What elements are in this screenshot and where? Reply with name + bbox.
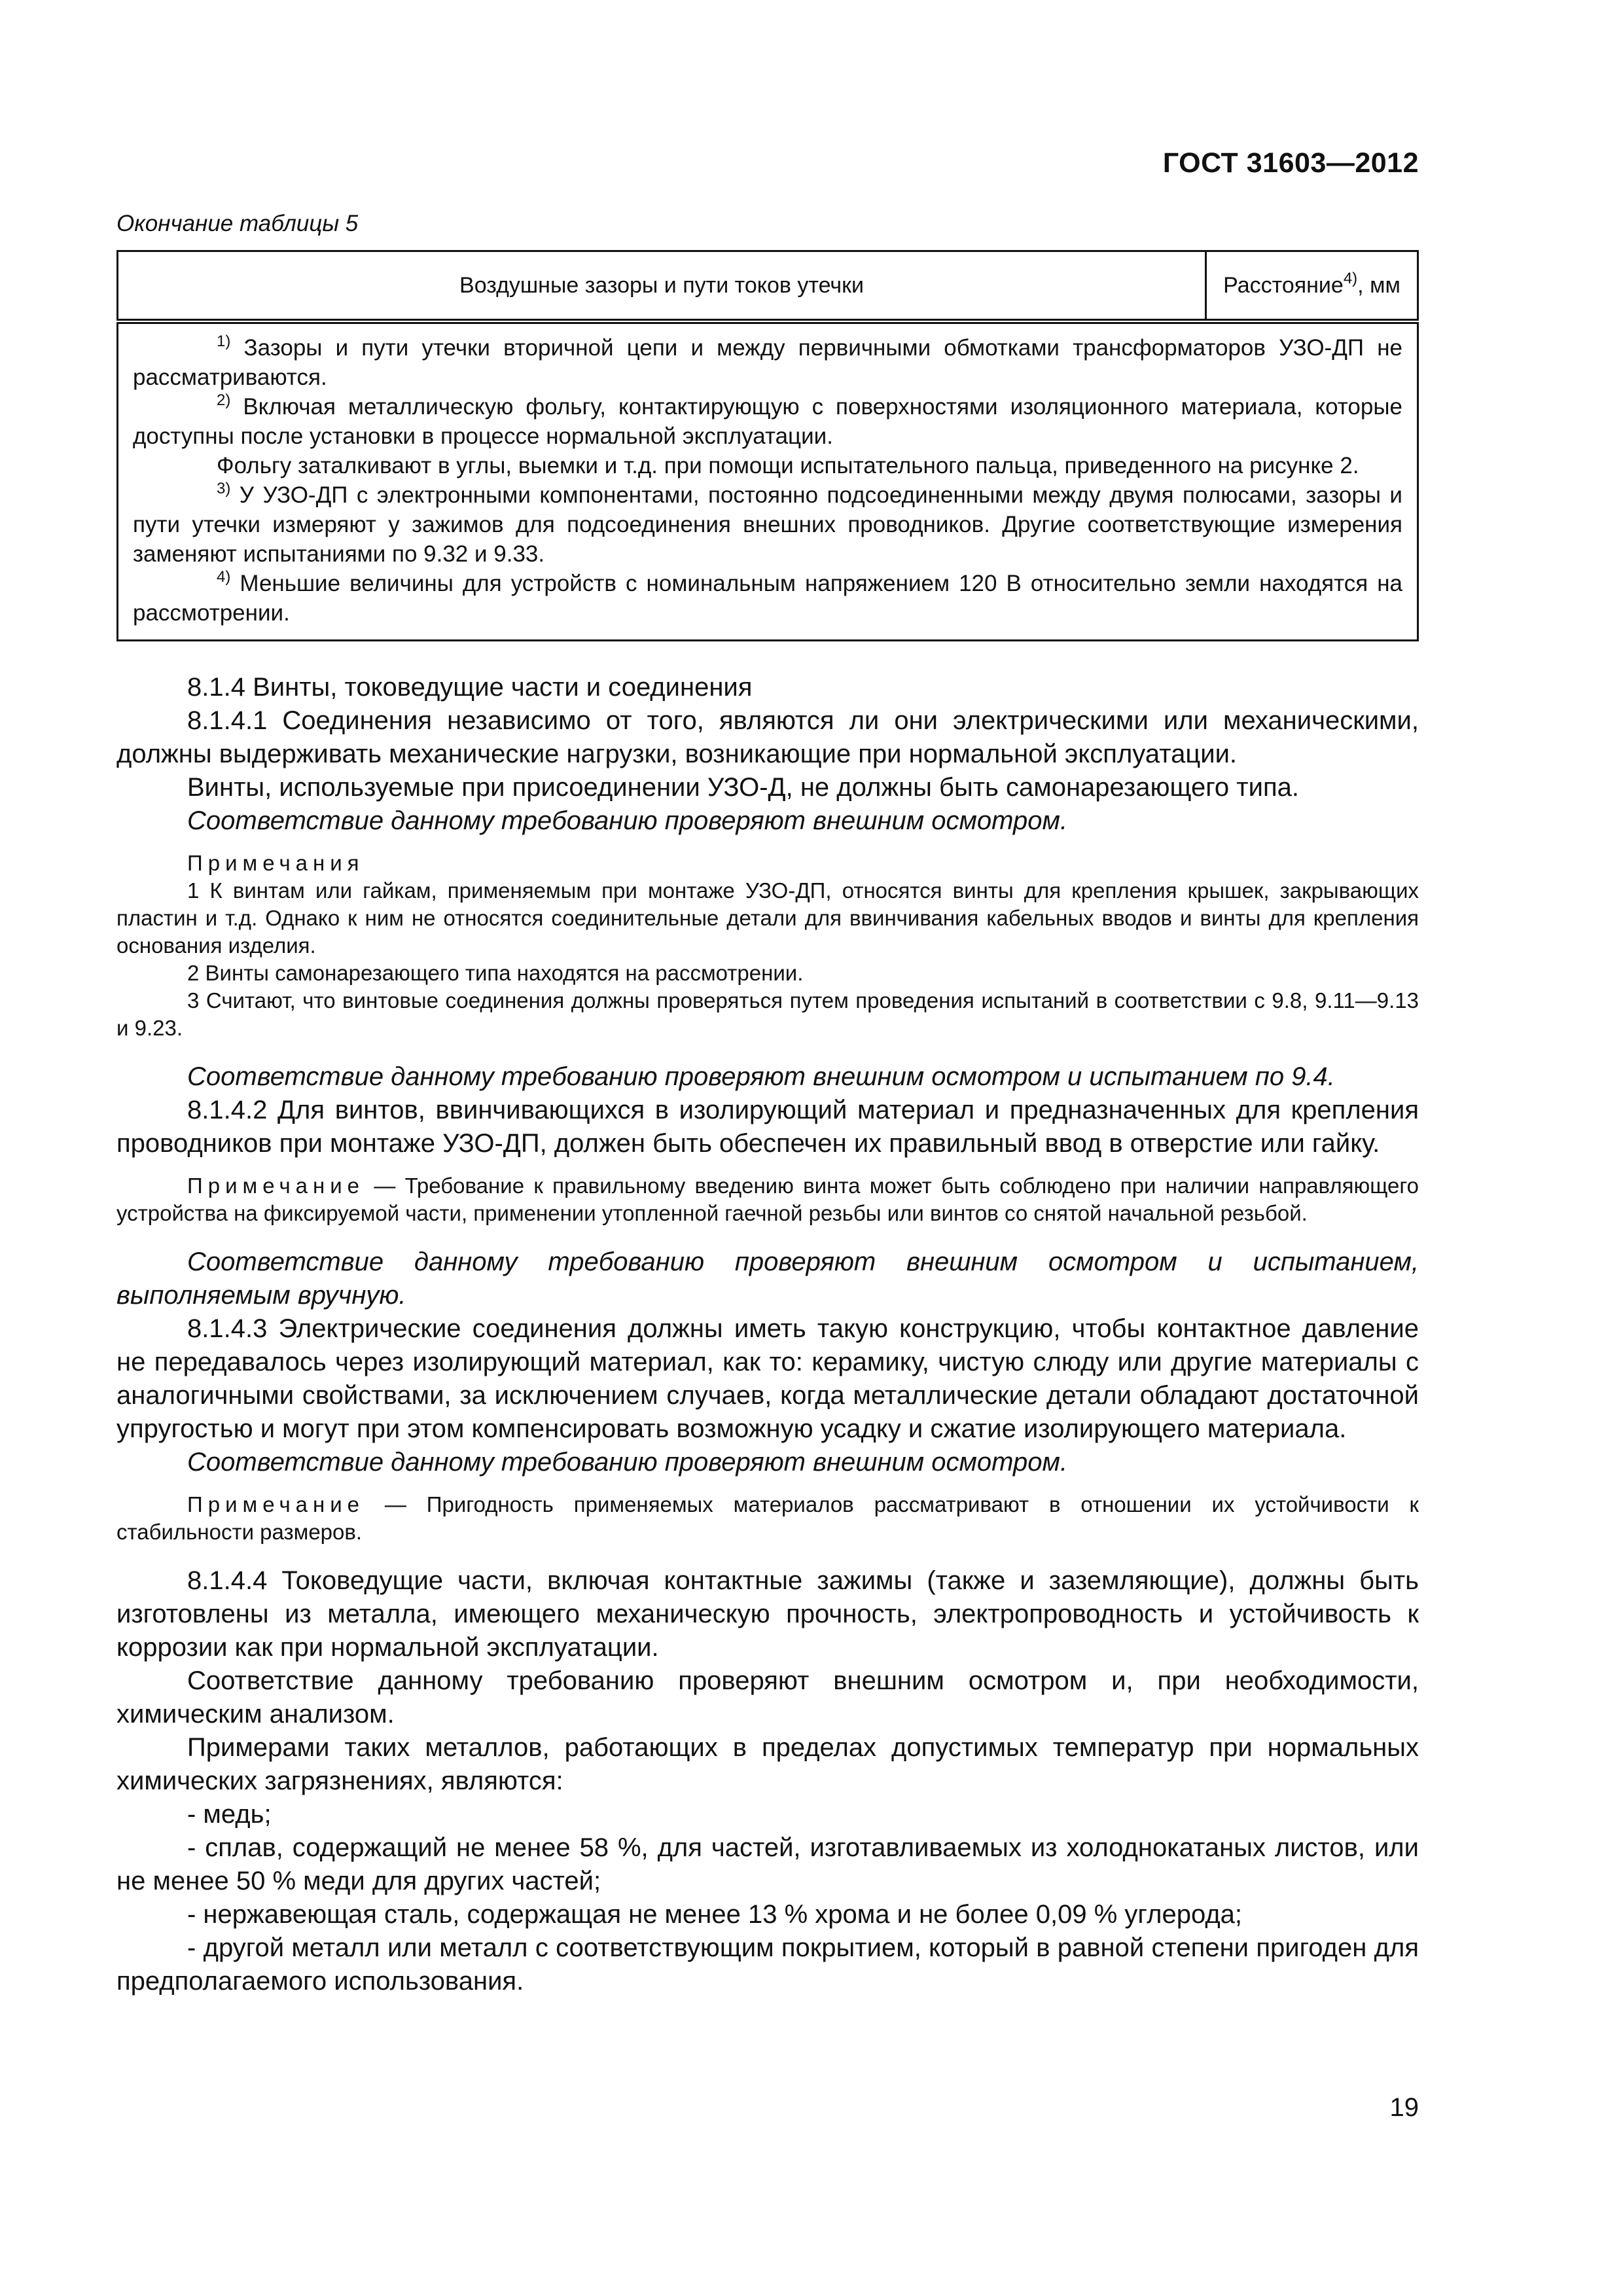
- paragraph-8-1-4-4: 8.1.4.4 Токоведущие части, включая контактные зажимы (также и заземляющие), должны быть изготовлены из металла, имеющего механическую прочность, электропроводность и устойчивость к коррозии как при нормальной эксплуатации.: [116, 1566, 1419, 1662]
- table-footnote: $^{4)}$ Меньшие величины для устройств с номинальным напряжением 120 В относительно земли находятся на рассмотрении.: [133, 568, 1402, 626]
- paragraph-8-1-4-2: 8.1.4.2 Для винтов, ввинчивающихся в изолирующий материал и предназначенных для крепления проводников при монтаже УЗО-ДП, должен быть обеспечен их правильный ввод в отверстие или гайку.: [116, 1096, 1419, 1158]
- paragraph-screws: Винты, используемые при присоединении УЗО-Д, не должны быть самонарезающего типа.: [187, 773, 1299, 802]
- list-item: - другой металл или металл с соответствующим покрытием, который в равной степени пригоден для предполагаемого использования.: [116, 1933, 1419, 1996]
- note-1: 1 К винтам или гайкам, применяемым при монтаже УЗО-ДП, относятся винты для крепления крышек, закрывающих пластин и т.д. Однако к ним не относятся соединительные детали для ввинчивания кабельных вводов и винты для крепления основания изделия.: [116, 878, 1419, 958]
- paragraph-metal-examples: Примерами таких металлов, работающих в пределах допустимых температур при нормальных химических загрязнениях, являются:: [116, 1733, 1419, 1795]
- paragraph-compliance-chem: Соответствие данному требованию проверяют внешним осмотром и, при необходимости, химическим анализом.: [116, 1666, 1419, 1729]
- table-footnotes-list: [133, 333, 1402, 628]
- section-title-8-1-4: 8.1.4 Винты, токоведущие части и соединения: [187, 673, 753, 702]
- table-caption: Окончание таблицы 5: [116, 211, 359, 236]
- compliance-check: Соответствие данному требованию проверяют внешним осмотром.: [187, 1448, 1068, 1477]
- compliance-check: Соответствие данному требованию проверяют внешним осмотром и испытанием, выполняемым вручную.: [116, 1247, 1419, 1310]
- table-5-end: [116, 250, 1419, 641]
- list-item: - медь;: [187, 1800, 272, 1829]
- table-header-distance: Расстояние$^{4)}$, мм: [1206, 251, 1418, 322]
- table-footnote: $^{3)}$ У УЗО-ДП с электронными компонентами, постоянно подсоединенными между двумя полюсами, зазоры и пути утечки измеряют у зажимов для подсоединения внешних проводников. Другие соответствующие измерения заменяют испытаниями по 9.32 и 9.33.: [133, 480, 1402, 567]
- table-header-clearances: Воздушные зазоры и пути токов утечки: [118, 251, 1206, 322]
- paragraph-8-1-4-1: 8.1.4.1 Соединения независимо от того, являются ли они электрическими или механическими, должны выдерживать механические нагрузки, возникающие при нормальной эксплуатации.: [116, 706, 1419, 768]
- note-8-1-4-3: Примечание — Пригодность применяемых материалов рассматривают в отношении их устойчивости к стабильности размеров.: [116, 1492, 1419, 1544]
- list-item: - сплав, содержащий не менее 58 %, для частей, изготавливаемых из холоднокатаных листов, или не менее 50 % меди для других частей;: [116, 1833, 1419, 1895]
- notes-label: Примечания: [187, 851, 365, 875]
- compliance-check: Соответствие данному требованию проверяют внешним осмотром.: [187, 806, 1068, 835]
- table-footnote: $^{2)}$ Включая металлическую фольгу, контактирующую с поверхностями изоляционного материала, которые доступны после установки в процессе нормальной эксплуатации.: [133, 391, 1402, 449]
- table-footnote: Фольгу заталкивают в углы, выемки и т.д. при помощи испытательного пальца, приведенного на рисунке 2.: [217, 453, 1359, 478]
- standard-code: ГОСТ 31603—2012: [1162, 147, 1419, 179]
- note-2: 2 Винты самонарезающего типа находятся на рассмотрении.: [187, 961, 804, 985]
- list-item: - нержавеющая сталь, содержащая не менее 13 % хрома и не более 0,09 % углерода;: [187, 1900, 1243, 1929]
- note-3: 3 Считают, что винтовые соединения должны проверяться путем проведения испытаний в соответствии с 9.8, 9.11—9.13 и 9.23.: [116, 988, 1419, 1040]
- document-body: [116, 671, 1419, 1998]
- note-8-1-4-2: Примечание — Требование к правильному введению винта может быть соблюдено при наличии направляющего устройства на фиксируемой части, применении утопленной гаечной резьбы или винтов со снятой начальной резьбой.: [116, 1174, 1419, 1225]
- compliance-check: Соответствие данному требованию проверяют внешним осмотром и испытанием по 9.4.: [187, 1062, 1335, 1091]
- page-number: 19: [1389, 2093, 1419, 2122]
- table-footnote: $^{1)}$ Зазоры и пути утечки вторичной цепи и между первичными обмотками трансформаторов УЗО-ДП не рассматриваются.: [133, 332, 1402, 390]
- table-footnotes: [118, 321, 1418, 641]
- paragraph-8-1-4-3: 8.1.4.3 Электрические соединения должны иметь такую конструкцию, чтобы контактное давление не передавалось через изолирующий материал, как то: керамику, чистую слюду или другие материалы с аналогичными свойствами, за исключением случаев, когда металлические детали обладают достаточной упругостью и могут при этом компенсировать возможную усадку и сжатие изолирующего материала.: [116, 1314, 1419, 1443]
